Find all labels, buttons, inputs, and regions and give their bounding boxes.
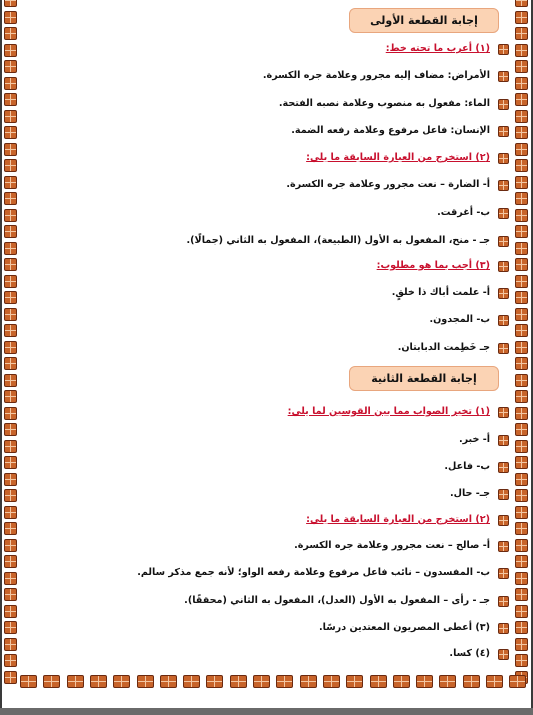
border-brick	[515, 258, 528, 271]
border-brick	[4, 60, 17, 73]
border-brick	[4, 324, 17, 337]
border-brick	[515, 143, 528, 156]
brick-bullet-icon	[498, 596, 509, 607]
border-brick	[515, 341, 528, 354]
section1-q2-line: ب- أغرقت.	[24, 206, 509, 221]
border-brick	[515, 390, 528, 403]
brick-bullet-icon	[498, 649, 509, 660]
border-brick	[515, 588, 528, 601]
border-brick	[515, 93, 528, 106]
border-brick	[4, 489, 17, 502]
border-brick	[515, 506, 528, 519]
border-brick	[515, 605, 528, 618]
brick-bullet-icon	[498, 126, 509, 137]
border-brick	[4, 176, 17, 189]
border-brick	[4, 0, 17, 7]
border-brick	[515, 275, 528, 288]
border-brick	[4, 258, 17, 271]
border-brick	[515, 489, 528, 502]
border-brick	[515, 27, 528, 40]
brick-bullet-icon	[498, 435, 509, 446]
border-brick	[4, 506, 17, 519]
border-brick	[4, 357, 17, 370]
border-brick	[4, 93, 17, 106]
brick-bullet-icon	[498, 462, 509, 473]
border-brick	[515, 44, 528, 57]
border-brick	[515, 357, 528, 370]
border-brick	[4, 456, 17, 469]
brick-bullet-icon	[498, 489, 509, 500]
border-brick	[4, 605, 17, 618]
border-brick	[4, 671, 17, 684]
section2-q1-line: أ- خبر.	[24, 433, 509, 448]
border-brick	[4, 539, 17, 552]
border-brick	[515, 539, 528, 552]
brick-bullet-icon	[498, 623, 509, 634]
border-brick	[4, 11, 17, 24]
border-brick	[515, 423, 528, 436]
section1-q1-heading: (١) أعرب ما تحته خط:	[24, 42, 509, 57]
section1-q3-line: أ- علمت أباك ذا خلقٍ.	[24, 286, 509, 301]
border-brick	[4, 143, 17, 156]
section1-title: إجابة القطعة الأولى	[349, 8, 499, 33]
border-brick	[4, 374, 17, 387]
border-brick	[4, 126, 17, 139]
border-brick	[4, 341, 17, 354]
border-brick	[515, 324, 528, 337]
border-brick	[4, 588, 17, 601]
section1-q2-heading: (٢) استخرج من العبارة السابقة ما يلي:	[24, 151, 509, 166]
border-brick	[515, 374, 528, 387]
border-brick	[4, 473, 17, 486]
border-brick	[515, 60, 528, 73]
border-brick	[4, 225, 17, 238]
border-brick	[4, 27, 17, 40]
section2-q2-line: أ- صالح – نعت مجرور وعلامة جره الكسرة.	[24, 539, 509, 554]
border-brick	[515, 0, 528, 7]
border-brick	[515, 308, 528, 321]
section1-q3-line: جـ خَطِمت الدبابتان.	[24, 341, 509, 356]
border-brick	[4, 308, 17, 321]
section1-q2-line: جـ - منح، المفعول به الأول (الطبيعة)، المفعول به الثاني (جمالًا).	[24, 234, 509, 249]
border-brick	[4, 192, 17, 205]
border-brick	[4, 275, 17, 288]
section2-q2-line: (٣) أعطى المصريون المعتدين درسًا.	[24, 621, 509, 636]
border-brick	[4, 291, 17, 304]
border-brick	[4, 407, 17, 420]
section1-q1-line: الأمراض: مضاف إليه مجرور وعلامة جره الكسرة.	[24, 69, 509, 84]
section2-q1-heading: (١) تخير الصواب مما بين القوسين لما يلي:	[24, 405, 509, 420]
border-brick	[515, 110, 528, 123]
bottom-bar	[0, 708, 533, 715]
border-brick	[515, 456, 528, 469]
border-brick	[515, 192, 528, 205]
border-brick	[515, 225, 528, 238]
brick-bullet-icon	[498, 568, 509, 579]
brick-bullet-icon	[498, 153, 509, 164]
border-brick	[4, 621, 17, 634]
brick-bullet-icon	[498, 236, 509, 247]
border-brick	[515, 159, 528, 172]
border-brick	[515, 638, 528, 651]
brick-bullet-icon	[498, 407, 509, 418]
section2-q2-line: ب- المفسدون – نائب فاعل مرفوع وعلامة رفعه الواو؛ لأنه جمع مذكر سالم.	[24, 566, 509, 581]
section1-q1-line: الإنسان: فاعل مرفوع وعلامة رفعه الضمة.	[24, 124, 509, 139]
section2-q2-heading: (٢) استخرج من العبارة السابقة ما يلي:	[24, 513, 509, 528]
border-brick	[4, 572, 17, 585]
border-brick	[515, 176, 528, 189]
section2-q2-line: جـ - رأى – المفعول به الأول (العدل)، المفعول به الثاني (محققًا).	[24, 594, 509, 609]
section2-q1-line: جـ- حال.	[24, 487, 509, 502]
border-brick	[515, 440, 528, 453]
border-brick	[515, 77, 528, 90]
border-brick	[515, 407, 528, 420]
section1-q1-line: الماء: مفعول به منصوب وعلامة نصبه الفتحة.	[24, 97, 509, 112]
section2-q1-line: ب- فاعل.	[24, 460, 509, 475]
border-brick	[4, 77, 17, 90]
border-brick	[515, 522, 528, 535]
section1-q2-line: أ- الضارة – نعت مجرور وعلامة جره الكسرة.	[24, 178, 509, 193]
brick-bullet-icon	[498, 261, 509, 272]
border-brick	[515, 126, 528, 139]
brick-bullet-icon	[498, 71, 509, 82]
answer-content	[24, 0, 509, 690]
section2-q2-line: (٤) كسا.	[24, 647, 509, 662]
border-brick	[515, 209, 528, 222]
page-edge-left	[0, 0, 2, 708]
brick-bullet-icon	[498, 541, 509, 552]
border-brick	[515, 11, 528, 24]
border-brick	[515, 654, 528, 667]
border-brick	[4, 110, 17, 123]
brick-bullet-icon	[498, 343, 509, 354]
border-brick	[515, 621, 528, 634]
section1-q3-heading: (٣) أجب بما هو مطلوب:	[24, 259, 509, 274]
brick-bullet-icon	[498, 315, 509, 326]
section2-title: إجابة القطعة الثانية	[349, 366, 499, 391]
border-brick	[4, 522, 17, 535]
brick-bullet-icon	[498, 44, 509, 55]
border-brick	[515, 555, 528, 568]
brick-bullet-icon	[498, 99, 509, 110]
border-brick	[4, 209, 17, 222]
border-brick	[4, 242, 17, 255]
border-brick	[509, 675, 526, 688]
brick-bullet-icon	[498, 208, 509, 219]
border-brick	[515, 291, 528, 304]
border-brick	[515, 572, 528, 585]
section1-q3-line: ب- المجدون.	[24, 313, 509, 328]
border-brick	[4, 638, 17, 651]
border-brick	[515, 473, 528, 486]
brick-bullet-icon	[498, 515, 509, 526]
border-brick	[4, 390, 17, 403]
border-brick	[515, 242, 528, 255]
border-brick	[4, 159, 17, 172]
border-brick	[4, 440, 17, 453]
border-brick	[4, 423, 17, 436]
border-brick	[4, 555, 17, 568]
brick-bullet-icon	[498, 180, 509, 191]
border-brick	[4, 44, 17, 57]
brick-bullet-icon	[498, 288, 509, 299]
border-brick	[4, 654, 17, 667]
